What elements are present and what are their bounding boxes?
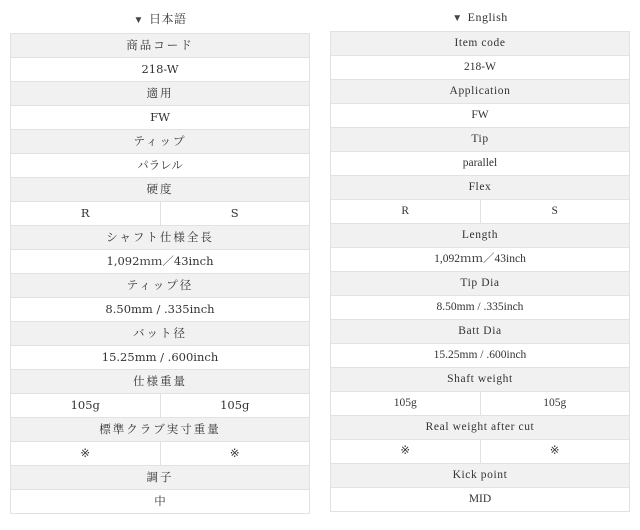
row-label: Kick point: [331, 464, 630, 488]
row-value-realweight-s: ※: [480, 440, 630, 464]
row-value-realweight-r: ※: [11, 442, 161, 466]
row-label: ティップ: [11, 130, 310, 154]
row-value-realweight-s: ※: [160, 442, 310, 466]
row-value: 中: [11, 490, 310, 514]
row-value: 218-W: [331, 56, 630, 80]
spec-panel-english: [330, 6, 630, 530]
row-value-weight-s: 105g: [160, 394, 310, 418]
table-row: [11, 130, 310, 154]
spec-table-japanese: [10, 33, 310, 514]
table-row: [11, 394, 310, 418]
table-row: [11, 106, 310, 130]
table-row: [331, 152, 630, 176]
table-row: [331, 56, 630, 80]
table-row: [331, 80, 630, 104]
row-label: Tip Dia: [331, 272, 630, 296]
table-row: [331, 296, 630, 320]
table-row: [331, 176, 630, 200]
table-row: [11, 346, 310, 370]
table-row: [11, 298, 310, 322]
table-row: [11, 466, 310, 490]
table-row: [11, 490, 310, 514]
table-row: [11, 370, 310, 394]
table-row: [331, 200, 630, 224]
row-value: 8.50mm / .335inch: [11, 298, 310, 322]
row-label: Item code: [331, 32, 630, 56]
table-row: [331, 464, 630, 488]
row-value-flex-r: R: [11, 202, 161, 226]
row-value: FW: [11, 106, 310, 130]
row-label: 硬度: [11, 178, 310, 202]
caret-down-icon: ▼: [133, 15, 144, 26]
row-label: 商品コード: [11, 34, 310, 58]
table-row: [11, 58, 310, 82]
table-row: [11, 226, 310, 250]
row-label: Application: [331, 80, 630, 104]
table-row: [331, 392, 630, 416]
table-row: [11, 154, 310, 178]
row-label: Tip: [331, 128, 630, 152]
row-value: 15.25mm / .600inch: [11, 346, 310, 370]
row-value: parallel: [331, 152, 630, 176]
row-label: シャフト仕様全長: [11, 226, 310, 250]
row-value: FW: [331, 104, 630, 128]
row-label: Length: [331, 224, 630, 248]
table-row: [331, 488, 630, 512]
row-label: Batt Dia: [331, 320, 630, 344]
row-label: Real weight after cut: [331, 416, 630, 440]
row-value: 1,092ｍｍ／43inch: [11, 250, 310, 274]
row-value-weight-r: 105g: [11, 394, 161, 418]
row-label: 適用: [11, 82, 310, 106]
table-row: [331, 320, 630, 344]
panel-title-label: English: [467, 10, 508, 24]
table-row: [331, 248, 630, 272]
row-value: 1,092ｍｍ／43inch: [331, 248, 630, 272]
table-row: [331, 272, 630, 296]
table-row: [11, 418, 310, 442]
table-row: [11, 34, 310, 58]
table-row: [331, 416, 630, 440]
row-value: 218-W: [11, 58, 310, 82]
table-row: [331, 104, 630, 128]
panel-title-english[interactable]: [330, 6, 630, 31]
row-value-flex-s: S: [480, 200, 630, 224]
table-row: [11, 82, 310, 106]
spec-panel-japanese: [10, 6, 310, 530]
row-label: 調子: [11, 466, 310, 490]
table-row: [331, 224, 630, 248]
row-value-weight-s: 105g: [480, 392, 630, 416]
row-label: 仕様重量: [11, 370, 310, 394]
table-row: [331, 128, 630, 152]
table-row: [11, 442, 310, 466]
row-value-weight-r: 105g: [331, 392, 481, 416]
row-label: Flex: [331, 176, 630, 200]
row-value-flex-s: S: [160, 202, 310, 226]
row-label: ティップ径: [11, 274, 310, 298]
table-row: [331, 32, 630, 56]
panel-title-japanese[interactable]: [10, 6, 310, 33]
row-value-flex-r: R: [331, 200, 481, 224]
row-value: MID: [331, 488, 630, 512]
row-value: 8.50mm / .335inch: [331, 296, 630, 320]
row-value-realweight-r: ※: [331, 440, 481, 464]
caret-down-icon: ▼: [452, 13, 463, 24]
table-row: [11, 322, 310, 346]
table-row: [11, 178, 310, 202]
table-row: [331, 368, 630, 392]
row-label: バット径: [11, 322, 310, 346]
table-row: [331, 344, 630, 368]
spec-table-english: [330, 31, 630, 512]
panel-title-label: 日本語: [148, 12, 187, 26]
row-label: Shaft weight: [331, 368, 630, 392]
table-row: [331, 440, 630, 464]
row-label: 標準クラブ実寸重量: [11, 418, 310, 442]
table-row: [11, 202, 310, 226]
table-row: [11, 274, 310, 298]
row-value: パラレル: [11, 154, 310, 178]
row-value: 15.25mm / .600inch: [331, 344, 630, 368]
table-row: [11, 250, 310, 274]
